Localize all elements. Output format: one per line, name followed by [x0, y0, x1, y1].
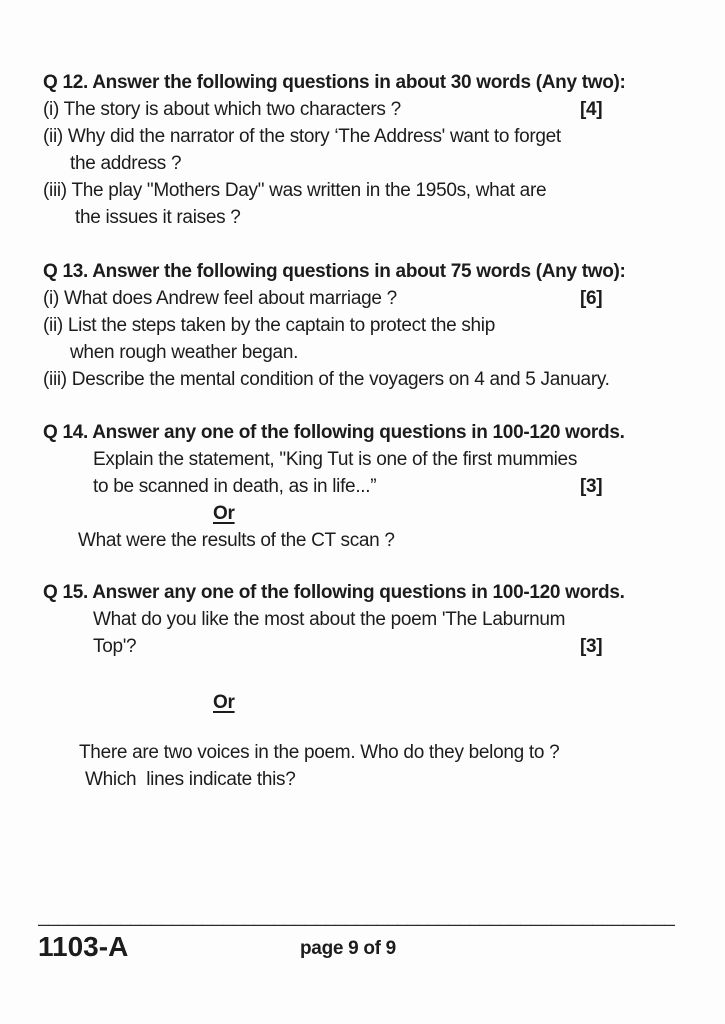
marks-badge: [6] — [580, 288, 603, 309]
or-separator — [43, 689, 690, 716]
text-line: (ii) List the steps taken by the captain to protect the ship — [43, 315, 495, 336]
question-14-heading — [43, 419, 690, 446]
text-line: Top'? [3] — [43, 633, 690, 660]
text-line: the issues it raises ? — [75, 207, 241, 228]
heading-text: Q 15. Answer any one of the following questions in 100-120 words. — [43, 582, 625, 603]
page-number: page 9 of 9 — [300, 938, 396, 959]
text-line: What do you like the most about the poem 'The Laburnum — [93, 609, 566, 630]
text-line: (i) The story is about which two characters ? [4] — [43, 96, 690, 123]
footer-row — [38, 931, 695, 965]
text-line: when rough weather began. — [70, 342, 299, 363]
text-line: to be scanned in death, as in life...” [3] — [43, 473, 690, 500]
question-13-block — [43, 258, 690, 393]
or-separator — [43, 500, 690, 527]
or-label: Or — [213, 503, 235, 524]
marks-badge: [4] — [580, 99, 603, 120]
text-line: Which lines indicate this? — [85, 769, 296, 790]
text-line: There are two voices in the poem. Who do they belong to ? — [79, 742, 560, 763]
marks-badge: [3] — [580, 476, 603, 497]
heading-text: Q 12. Answer the following questions in about 30 words (Any two): — [43, 72, 626, 93]
footer-rule: ______________________________________________________________ — [38, 906, 675, 927]
text-line: (i) What does Andrew feel about marriage ? [6] — [43, 285, 690, 312]
heading-text: Q 14. Answer any one of the following questions in 100-120 words. — [43, 422, 625, 443]
text-line: (ii) Why did the narrator of the story ‘The Address' want to forget — [43, 126, 561, 147]
question-12-block — [43, 69, 690, 231]
question-15-heading — [43, 579, 690, 606]
heading-text: Q 13. Answer the following questions in about 75 words (Any two): — [43, 261, 626, 282]
question-12-heading — [43, 69, 690, 96]
text-line: Explain the statement, "King Tut is one of the first mummies — [93, 449, 578, 470]
question-13-heading — [43, 258, 690, 285]
paper-code: 1103-A — [38, 931, 129, 962]
or-label: Or — [213, 692, 235, 713]
text-line: What were the results of the CT scan ? — [78, 530, 395, 551]
question-15-block — [43, 579, 690, 793]
question-14-block — [43, 419, 690, 554]
marks-badge: [3] — [580, 636, 603, 657]
text-line: the address ? — [70, 153, 182, 174]
text-line: (iii) Describe the mental condition of the voyagers on 4 and 5 January. — [43, 369, 610, 390]
page-footer — [38, 903, 695, 965]
text-line: (iii) The play "Mothers Day" was written in the 1950s, what are — [43, 180, 547, 201]
